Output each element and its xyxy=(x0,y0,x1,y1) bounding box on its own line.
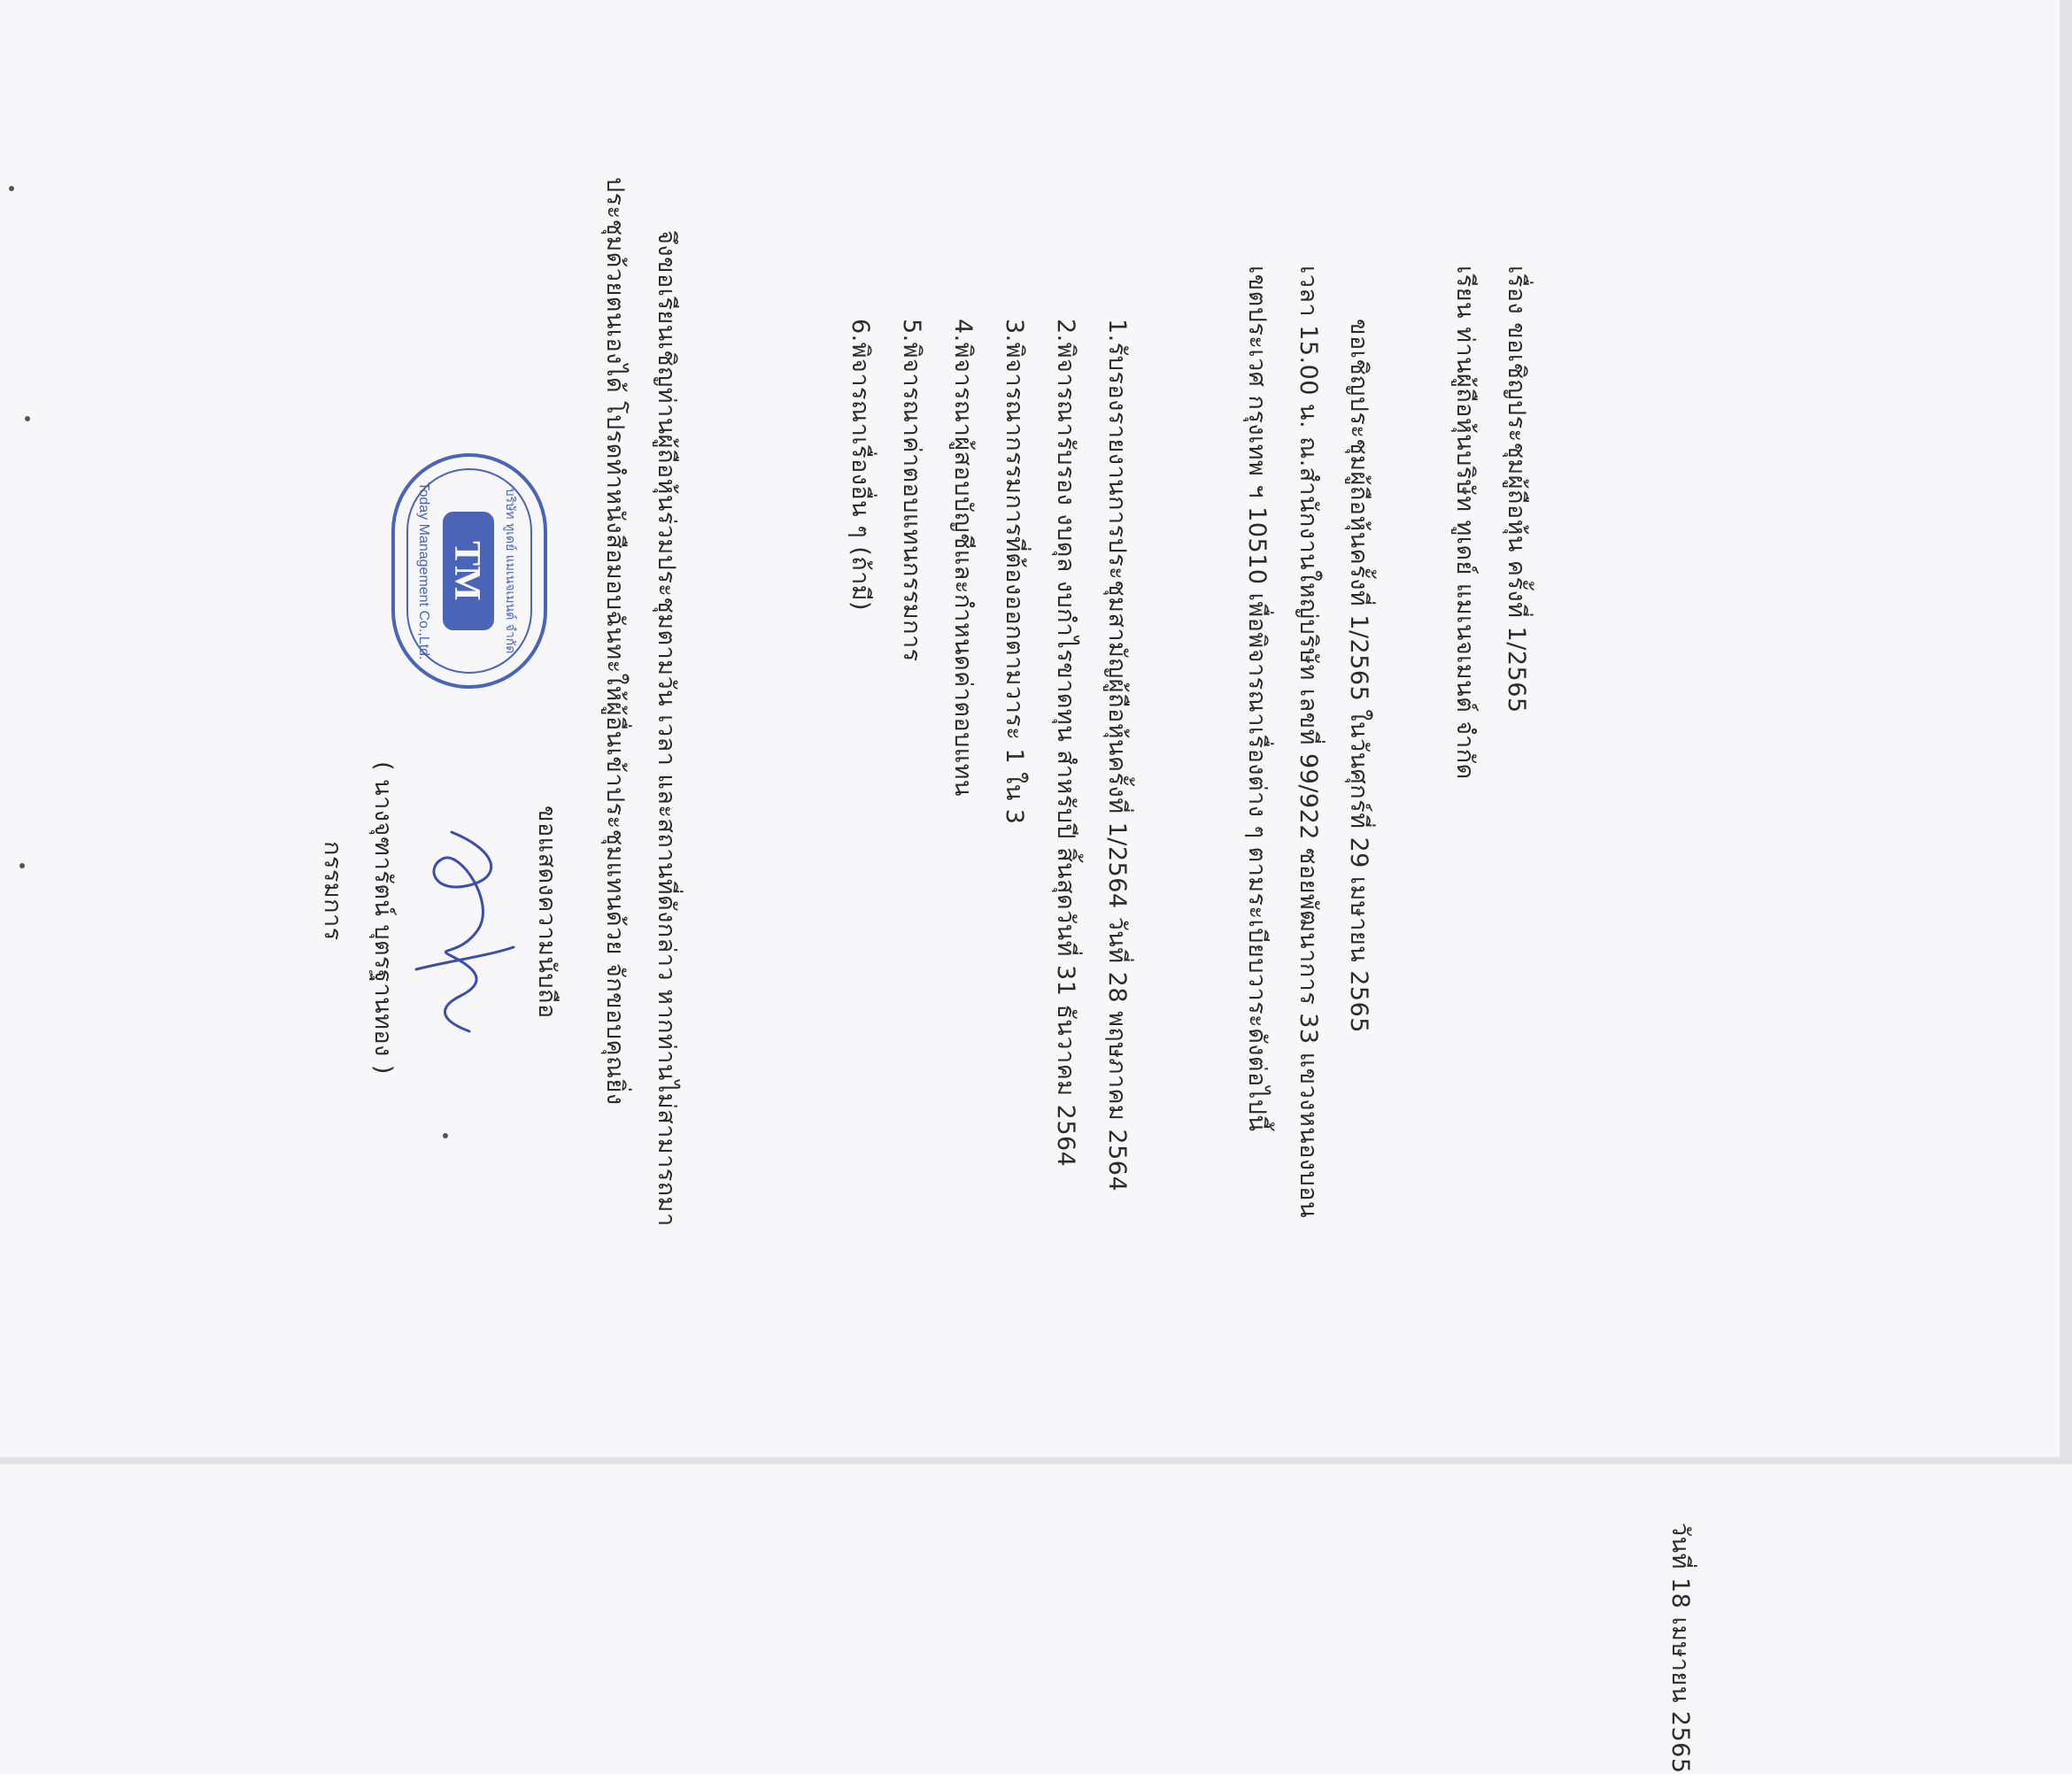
paragraph-line: ประชุมด้วยตนเองได้ โปรดทำหนังสือมอบฉันทะให้ผู้อื่นเข้าประชุมแทนด้วย จักขอบคุณยิ่ง xyxy=(601,177,629,1106)
signatory-position: กรรมการ xyxy=(319,841,346,941)
paragraph-line: จึงขอเรียนเชิญท่านผู้ถือหุ้นร่วมประชุมตามวัน เวลา และสถานที่ดังกล่าว หากท่านไม่สามารถมา xyxy=(653,230,680,1227)
svg-text:TM: TM xyxy=(446,541,487,601)
paragraph-line: ขอเชิญประชุมผู้ถือหุ้นครั้งที่ 1/2565 ในวันศุกร์ที่ 29 เมษายน 2565 xyxy=(1345,319,1372,1033)
signature xyxy=(407,814,531,1045)
agenda-item: 2.พิจารณารับรอง งบดุล งบกำไรขาดทุน สำหรับปี สิ้นสุดวันที่ 31 ธันวาคม 2564 xyxy=(1052,319,1079,1168)
svg-text:Today Management Co.,Ltd.: Today Management Co.,Ltd. xyxy=(416,482,431,660)
paragraph-line: เขตประเวศ กรุงเทพ ฯ 10510 เพื่อพิจารณาเรื่องต่าง ๆ ตามระเบียบวาระดังต่อไปนี้ xyxy=(1243,266,1271,1132)
paragraph-line: เวลา 15.00 น. ณ.สำนักงานใหญ่บริษัท เลขที่ 99/922 ซอยพัฒนาการ 33 แขวงหนองบอน xyxy=(1295,266,1322,1218)
scan-edge xyxy=(0,1457,2072,1464)
scan-speck xyxy=(443,1133,448,1138)
agenda-item: 6.พิจารณาเรื่องอื่น ๆ (ถ้ามี) xyxy=(847,319,874,612)
agenda-item: 3.พิจารณากรรมการที่ต้องออกตามวาระ 1 ใน 3 xyxy=(1001,319,1028,825)
company-stamp xyxy=(390,451,549,690)
letter-subject: เรื่อง ขอเชิญประชุมผู้ถือหุ้น ครั้งที่ 1/2565 xyxy=(1503,266,1530,713)
scan-speck xyxy=(9,186,14,191)
signatory-name: ( นางจุฑารัตน์ บุตรฐานทอง ) xyxy=(369,761,397,1075)
agenda-item: 1.รับรองรายงานการประชุมสามัญผู้ถือหุ้นครั้งที่ 1/2564 วันที่ 28 พฤษภาคม 2564 xyxy=(1103,319,1131,1192)
letter-recipient: เรียน ท่านผู้ถือหุ้นบริษัท ทูเดย์ แมเนจเมนต์ จำกัด xyxy=(1451,266,1479,780)
agenda-item: 4.พิจารณาผู้สอบบัญชีและกำหนดค่าตอบแทน xyxy=(949,319,977,797)
scan-speck xyxy=(25,416,30,421)
scan-edge xyxy=(2060,0,2072,1464)
svg-text:บริษัท ทูเดย์ แมเนจเมนต์ จำกัด: บริษัท ทูเดย์ แมเนจเมนต์ จำกัด xyxy=(503,488,517,654)
letter-date: วันที่ 18 เมษายน 2565 xyxy=(1666,1523,1694,1774)
closing-text: ขอแสดงความนับถือ xyxy=(533,806,561,1019)
scan-speck xyxy=(19,863,25,868)
agenda-item: 5.พิจารณาค่าตอบแทนกรรมการ xyxy=(898,319,925,662)
letter-body xyxy=(195,142,1789,1774)
